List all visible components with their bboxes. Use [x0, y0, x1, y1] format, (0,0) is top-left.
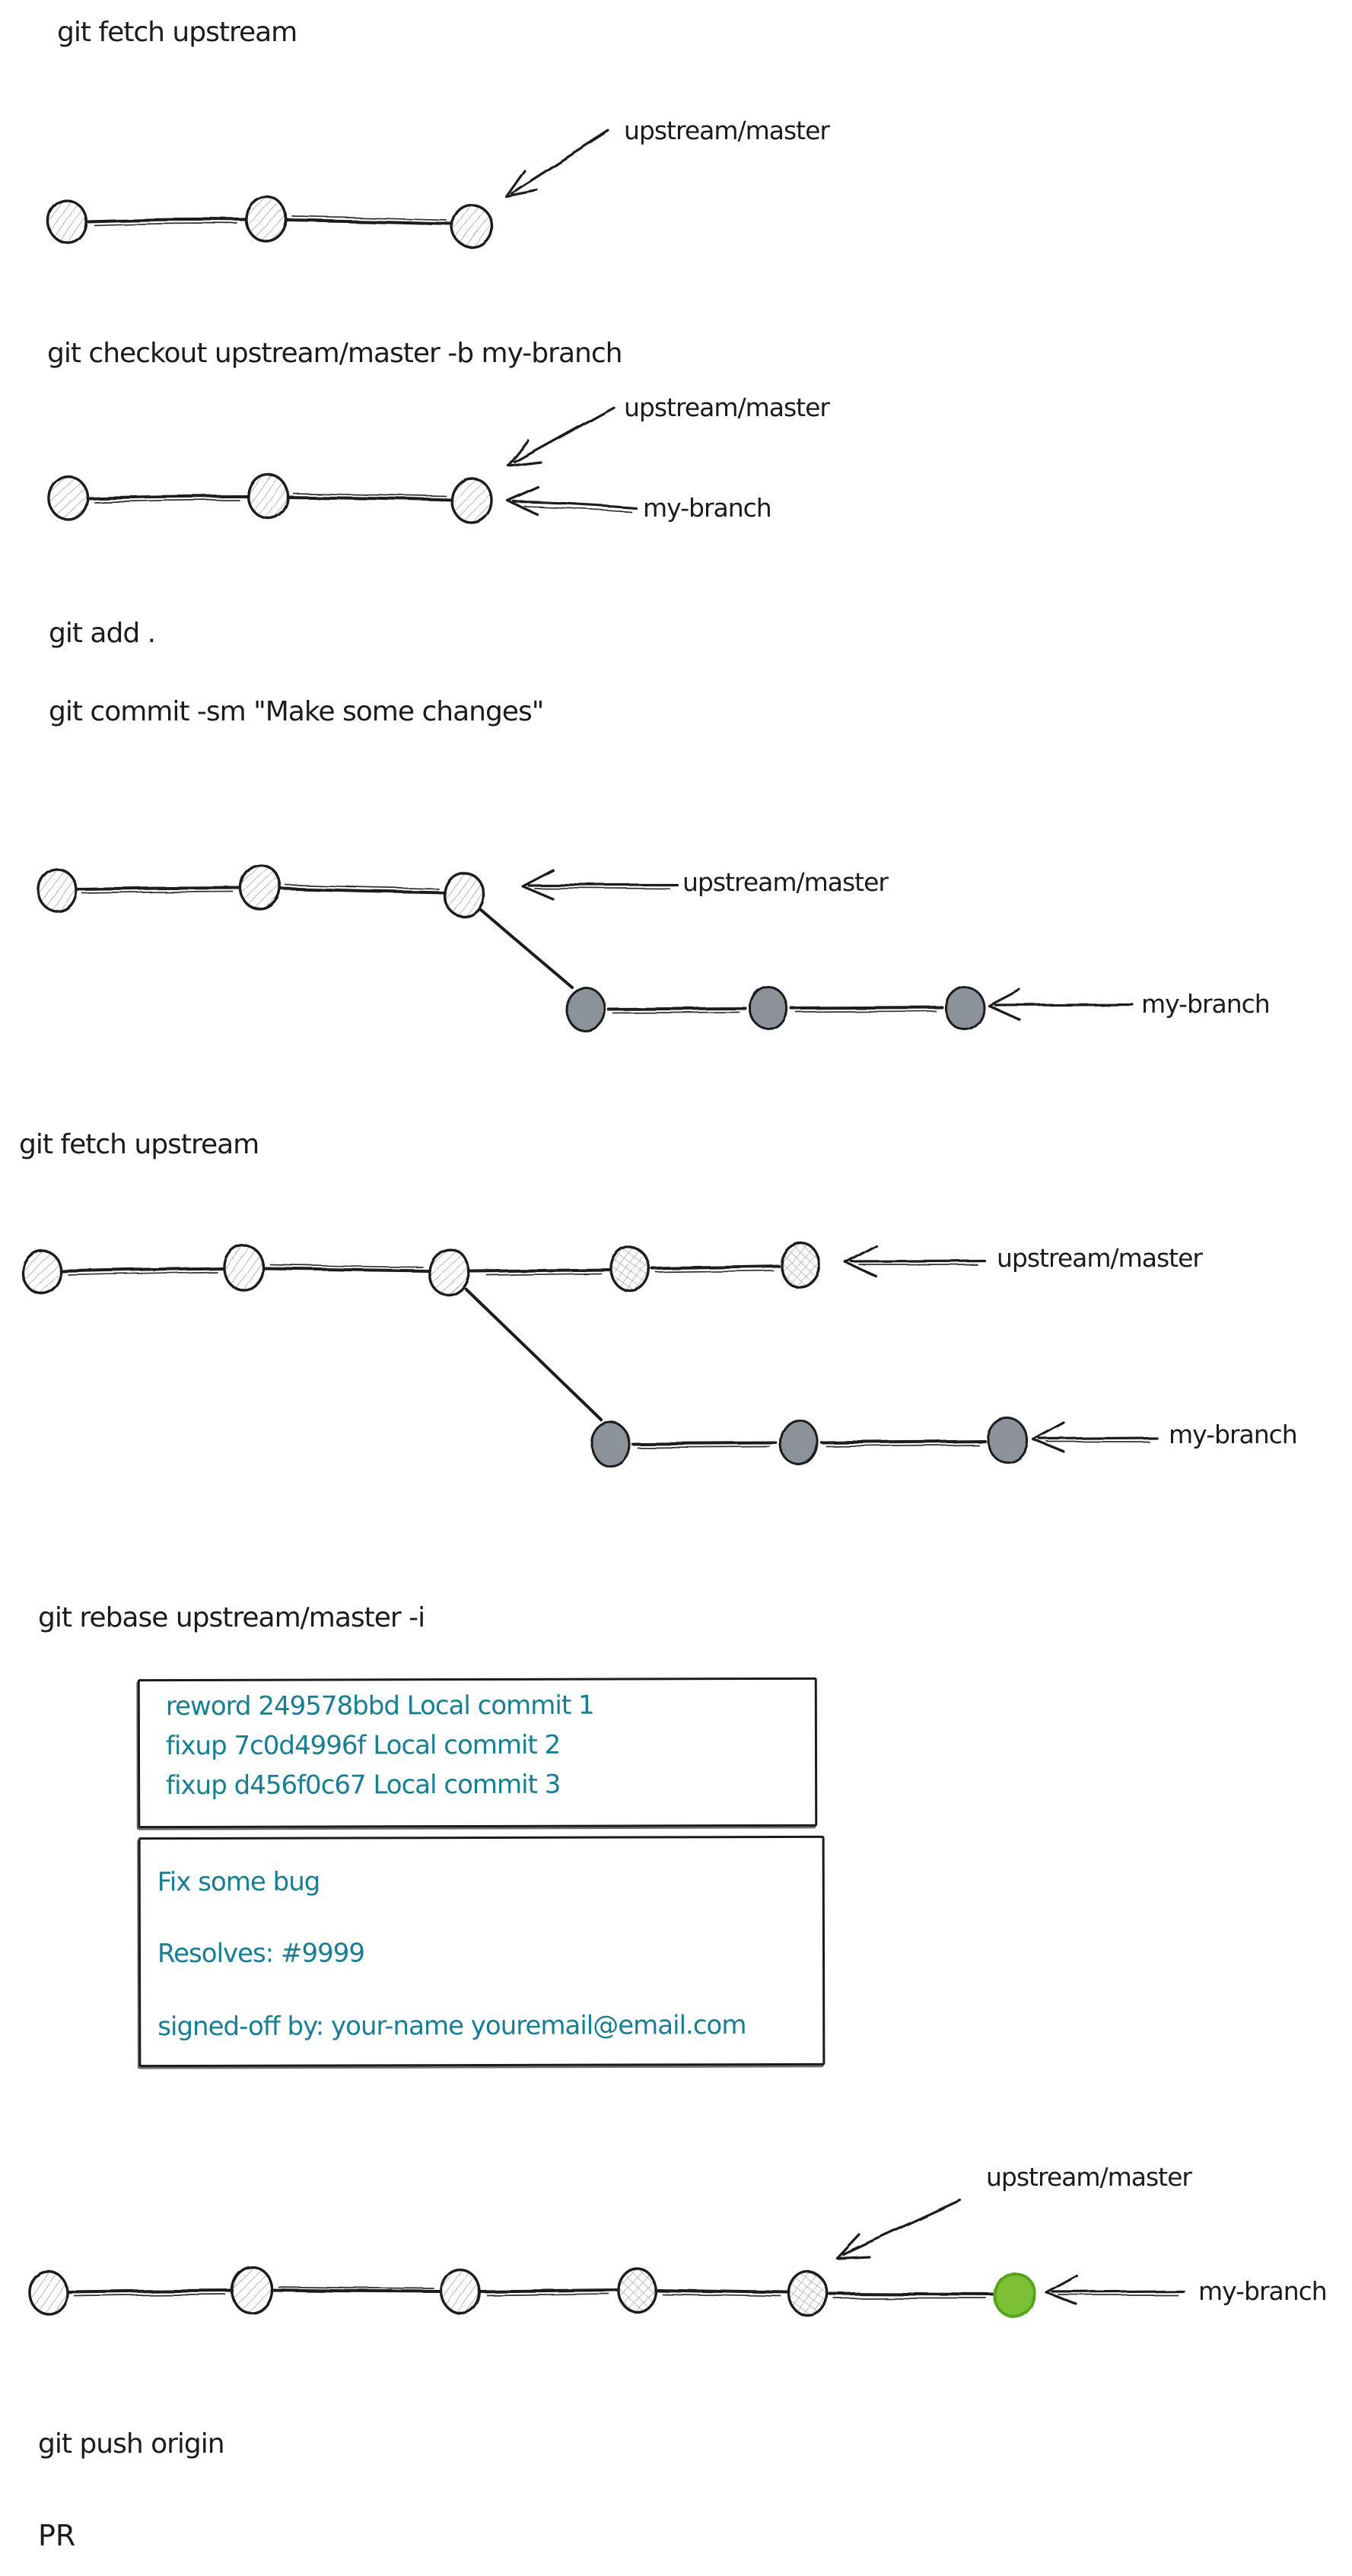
- command-add: git add .: [49, 618, 156, 649]
- commit-link: [481, 2290, 616, 2291]
- commit-link: [77, 888, 240, 889]
- commit-node-gray: [987, 1417, 1029, 1464]
- commit-link-ghost: [487, 1274, 601, 1275]
- commit-node-green: [994, 2272, 1036, 2319]
- commit-node-hatched: [28, 2270, 70, 2316]
- commit-link-ghost: [796, 1011, 936, 1012]
- graph-after-commit: [37, 863, 1132, 1032]
- commit-node-gray: [749, 985, 788, 1030]
- commit-node-hatched: [450, 203, 493, 248]
- commit-link-ghost: [662, 2294, 781, 2296]
- commit-link: [88, 496, 247, 498]
- commit-link-ghost: [68, 1272, 217, 1275]
- graph-after-rebase: [28, 2200, 1184, 2318]
- commit-node-crosshatched: [787, 2270, 829, 2317]
- commit-node-gray: [779, 1419, 819, 1466]
- rebase-todo-box: [138, 1678, 818, 1828]
- commit-link-ghost: [293, 493, 446, 496]
- commit-node-hatched: [21, 1249, 63, 1295]
- my-branch-arrow: [1039, 1438, 1156, 1439]
- upstream-master-label: upstream/master: [624, 393, 829, 422]
- commit-link: [609, 1009, 746, 1010]
- commit-node-hatched: [230, 2266, 273, 2314]
- commit-node-crosshatched: [780, 1242, 821, 1288]
- pr-text: PR: [38, 2519, 76, 2552]
- upstream-master-label: upstream/master: [986, 2162, 1191, 2192]
- upstream-master-label: upstream/master: [997, 1243, 1202, 1273]
- graph-after-checkout: [47, 407, 636, 524]
- commit-node-hatched: [221, 1243, 265, 1292]
- commit-message-line: signed-off by: your-name youremail@email.com: [157, 2010, 746, 2043]
- commit-link: [829, 2294, 993, 2295]
- my-branch-arrow: [995, 1004, 1132, 1005]
- commit-link-ghost: [278, 2287, 434, 2288]
- commit-node-hatched: [439, 2268, 482, 2316]
- my-branch-label: my-branch: [643, 493, 771, 523]
- commit-link-ghost: [82, 892, 233, 893]
- upstream-arrow: [852, 1261, 985, 1262]
- my-branch-label: my-branch: [1141, 989, 1270, 1019]
- branch-line: [481, 910, 572, 987]
- command-push: git push origin: [38, 2428, 224, 2460]
- arrowhead: [508, 488, 539, 514]
- commit-node-crosshatched: [609, 1245, 651, 1292]
- commit-node-gray: [590, 1420, 631, 1467]
- command-fetch-upstream-1: git fetch upstream: [57, 17, 297, 48]
- upstream-master-label: upstream/master: [624, 116, 829, 145]
- commit-message-box: [138, 1836, 826, 2067]
- upstream-arrow: [843, 2200, 960, 2254]
- rebase-todo-line: reword 249578bbd Local commit 1: [165, 1690, 594, 1722]
- upstream-arrow: [511, 131, 609, 193]
- upstream-master-label: upstream/master: [682, 867, 888, 897]
- commit-link-ghost: [656, 1271, 773, 1272]
- commit-link: [88, 220, 245, 221]
- commit-link: [633, 1443, 776, 1444]
- commit-node-hatched: [247, 472, 290, 520]
- commit-link: [470, 1270, 609, 1271]
- commit-link: [288, 220, 450, 224]
- commit-link-ghost: [94, 224, 237, 225]
- commit-link-ghost: [75, 2295, 225, 2296]
- upstream-arrow: [514, 407, 613, 462]
- graph-after-fetch: [46, 131, 609, 249]
- commit-link: [652, 1266, 778, 1268]
- commit-node-hatched: [47, 475, 90, 522]
- commit-link: [822, 1441, 985, 1442]
- command-fetch-upstream-2: git fetch upstream: [19, 1129, 259, 1160]
- commit-link: [265, 1268, 428, 1271]
- commit-link: [791, 1007, 942, 1008]
- commit-link: [68, 2291, 232, 2292]
- commit-link: [62, 1268, 223, 1271]
- commit-node-hatched: [245, 196, 288, 243]
- commit-node-gray: [945, 986, 985, 1031]
- commit-link: [281, 889, 444, 892]
- commit-node-hatched: [238, 863, 282, 911]
- commit-link: [288, 497, 450, 500]
- commit-link: [657, 2290, 787, 2292]
- command-checkout: git checkout upstream/master -b my-branch: [47, 338, 622, 369]
- commit-node-hatched: [46, 199, 88, 245]
- commit-link-ghost: [826, 1445, 978, 1446]
- commit-node-hatched: [450, 477, 493, 523]
- graph-after-second-fetch: [21, 1242, 1156, 1467]
- commit-message-line: Fix some bug: [157, 1866, 320, 1898]
- commit-message-line: Resolves: #9999: [157, 1938, 365, 1970]
- commit-link-ghost: [270, 1264, 422, 1267]
- arrowhead: [1033, 1423, 1064, 1452]
- arrowhead: [1047, 2276, 1077, 2305]
- command-commit: git commit -sm "Make some changes": [49, 696, 544, 727]
- commit-node-hatched: [443, 871, 485, 918]
- command-rebase: git rebase upstream/master -i: [38, 1602, 425, 1633]
- rebase-todo-line: fixup 7c0d4996f Local commit 2: [165, 1729, 561, 1762]
- commit-node-gray: [565, 987, 607, 1032]
- commit-link-ghost: [94, 500, 239, 502]
- upstream-arrow-ghost: [534, 888, 670, 889]
- commit-link-ghost: [487, 2294, 609, 2295]
- branch-line: [466, 1289, 601, 1420]
- commit-node-crosshatched: [617, 2267, 657, 2312]
- my-branch-label: my-branch: [1198, 2276, 1327, 2306]
- commit-link-ghost: [638, 1447, 770, 1448]
- arrowhead: [837, 2234, 869, 2258]
- my-branch-label: my-branch: [1169, 1420, 1297, 1449]
- my-branch-arrow: [1053, 2291, 1184, 2292]
- arrowhead: [508, 440, 540, 466]
- commit-link: [272, 2290, 440, 2291]
- rebase-todo-line: fixup d456f0c67 Local commit 3: [166, 1769, 561, 1802]
- commit-node-hatched: [37, 867, 78, 913]
